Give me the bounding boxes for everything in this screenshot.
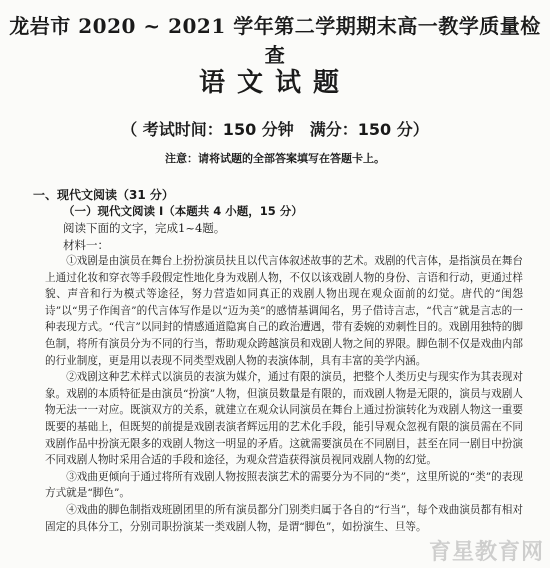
- exam-time: （ 考试时间：150 分钟: [121, 120, 294, 139]
- subsection-heading: （一）现代文阅读 I（本题共 4 小题，15 分）: [63, 204, 303, 218]
- material-label: 材料一：: [63, 238, 109, 252]
- notice: 注意：请将试题的全部答案填写在答题卡上。: [165, 152, 385, 165]
- paragraph-3: ③戏曲更倾向于通过将所有戏剧人物按照表演艺术的需要分为不同的“类”，这里所说的“类”的表现方式就是“脚色”。: [45, 470, 523, 500]
- site-watermark: 育星教育网: [428, 540, 544, 565]
- reading-instructions: 阅读下面的文字，完成1~4题。: [63, 221, 226, 235]
- exam-title: 龙岩市 2020 ~ 2021 学年第二学期期末高一教学质量检查: [9, 14, 541, 67]
- full-score: 满分：150 分）: [309, 120, 429, 139]
- exam-info: [0, 117, 550, 140]
- subject-title: 语文试题: [198, 68, 351, 98]
- paragraph-1: ①戏剧是由演员在舞台上扮扮演员扶且以代言体叙述故事的艺术。戏剧的代言体，是指演员在舞台上通过化妆和穿衣等手段假定性地化身为戏剧人物，不仅以该戏剧人物的身份、言语和行动，更通过样貌、声音和行为模式等途径，努力营造如同真正的戏剧人物出现在观众面前的幻觉。唐代的“闺怨诗”以“男子作闺音”的代言体写作是以“迈为美”的感情基调闻名，男子借诗言志，“代言”就是言志的一种表现方式。“代言”以同封的情感通道隐寓自己的政治遭遇，带有委婉的劝刺性目的。戏剧用独特的脚色制，将所有演员分为不同的行当，帮助观众跨越演员和戏剧人物之间的界限。脚色制不仅是戏曲内部的行业制度，更是用以表现不同类型戏剧人物的表演体制，具有丰富的美学内涵。: [45, 255, 523, 367]
- paragraph-2: ②戏剧这种艺术样式以演员的表演为媒介，通过有限的演员，把整个人类历史与现实作为其表现对象。戏剧的本质特征是由演员“扮演”人物，但演员数量是有限的，而戏剧人物是无限的，演员与戏剧人物无法一一对应。既演双方的关系，就建立在观众认同演员在舞台上通过扮演转化为戏剧人物这一重要既要的基础上，但既契的前提是戏剧表演者辉远用的艺术化手段，能引导观众忽视有限的演员需在不同戏剧作品中扮演无限多的戏剧人物这一明显的矛盾。这就需要演员在不同剧目，甚至在同一剧目中扮演不同戏剧人物时采用合适的手段和途径，为观众营造获得演员视同戏剧人物的幻觉。: [45, 371, 523, 467]
- paragraph-4: ④戏曲的脚色制指戏班剧团里的所有演员都分门别类归属于各自的“行当”，每个戏曲演员都有相对固定的具体分工，分别司职扮演某一类戏剧人物，是谓“脚色”，如扮演生、旦等。: [45, 503, 523, 533]
- passage-body: [45, 253, 523, 535]
- section-heading: 一、现代文阅读（31 分）: [33, 188, 174, 202]
